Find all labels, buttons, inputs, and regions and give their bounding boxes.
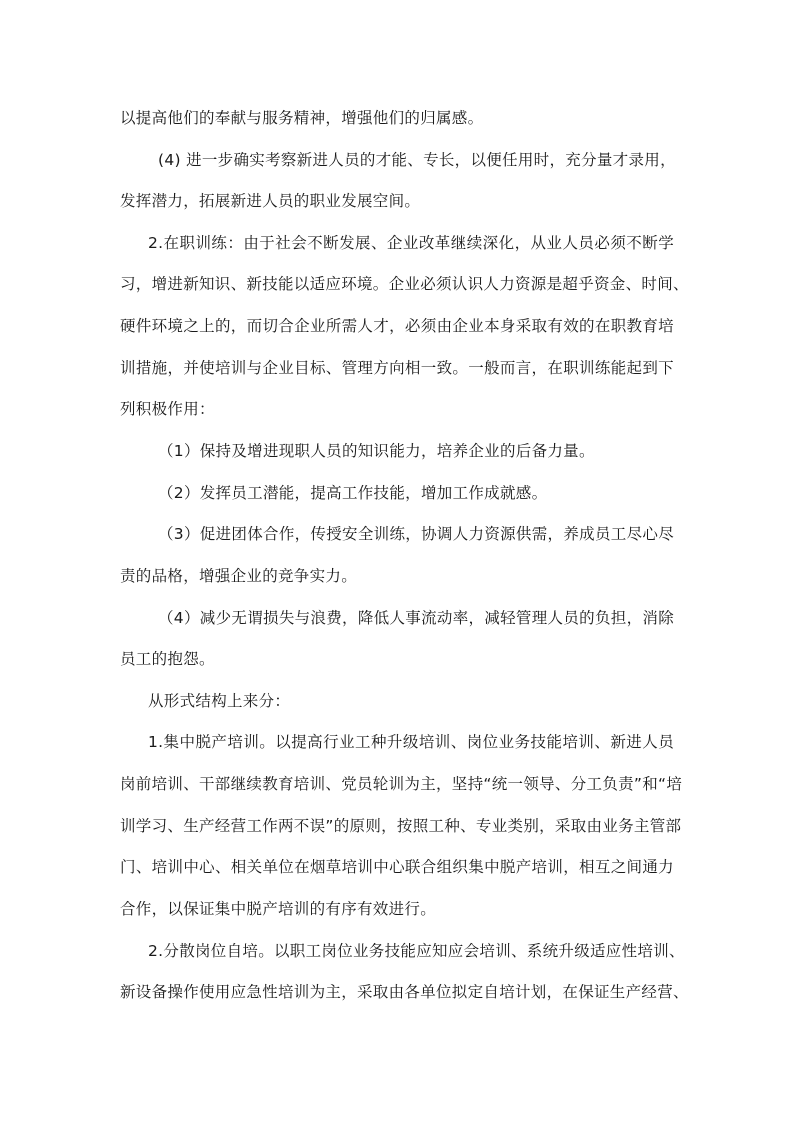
text-line: 2.在职训练：由于社会不断发展、企业改革继续深化，从业人员必须不断学 xyxy=(148,234,674,252)
text-line: 门、培训中心、相关单位在烟草培训中心联合组织集中脱产培训，相互之间通力 xyxy=(120,858,674,876)
text-line: 2.分散岗位自培。以职工岗位业务技能应知应会培训、系统升级适应性培训、 xyxy=(148,942,685,960)
text-line: 训措施，并使培训与企业目标、管理方向相一致。一般而言，在职训练能起到下 xyxy=(120,359,674,377)
text-line: 从形式结构上来分： xyxy=(148,692,291,710)
text-line: 责的品格，增强企业的竞争实力。 xyxy=(120,567,358,585)
text-line: 习，增进新知识、新技能以适应环境。企业必须认识人力资源是超乎资金、时间、 xyxy=(120,275,689,293)
text-line: 岗前培训、干部继续教育培训、党员轮训为主，坚持“统一领导、分工负责”和“培 xyxy=(120,775,683,793)
text-line: 训学习、生产经营工作两不误”的原则，按照工种、专业类别，采取由业务主管部 xyxy=(120,817,682,835)
text-line: 新设备操作使用应急性培训为主，采取由各单位拟定自培计划，在保证生产经营、 xyxy=(120,983,689,1001)
text-line: 列积极作用： xyxy=(120,400,215,418)
text-line: （1）保持及增进现职人员的知识能力，培养企业的后备力量。 xyxy=(158,442,595,460)
text-line: （3）促进团体合作，传授安全训练，协调人力资源供需，养成员工尽心尽 xyxy=(158,525,674,543)
text-line: 合作，以保证集中脱产培训的有序有效进行。 xyxy=(120,900,437,918)
text-line: 以提高他们的奉献与服务精神，增强他们的归属感。 xyxy=(120,109,484,127)
text-line: (4) 进一步确实考察新进人员的才能、专长，以便任用时，充分量才录用， xyxy=(158,151,676,169)
text-line: （4）减少无谓损失与浪费，降低人事流动率，减轻管理人员的负担，消除 xyxy=(158,609,674,627)
text-line: （2）发挥员工潜能，提高工作技能，增加工作成就感。 xyxy=(158,484,548,502)
text-line: 1.集中脱产培训。以提高行业工种升级培训、岗位业务技能培训、新进人员 xyxy=(148,733,674,751)
text-line: 发挥潜力，拓展新进人员的职业发展空间。 xyxy=(120,192,421,210)
text-line: 硬件环境之上的，而切合企业所需人才，必须由企业本身采取有效的在职教育培 xyxy=(120,317,674,335)
text-line: 员工的抱怨。 xyxy=(120,650,215,668)
